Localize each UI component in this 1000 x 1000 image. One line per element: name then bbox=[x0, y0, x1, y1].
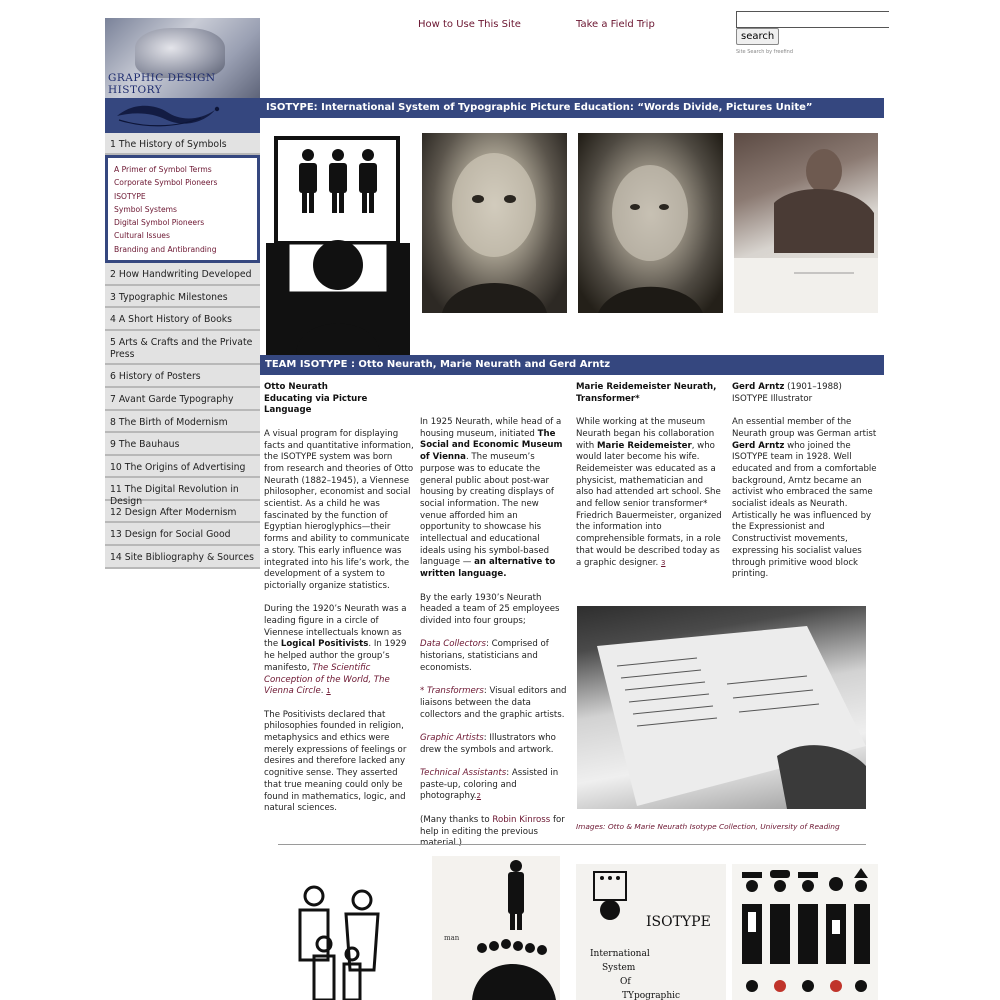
otto-neurath-portrait bbox=[422, 133, 567, 313]
sidebar-submenu bbox=[105, 155, 260, 263]
marie-paragraph: While working at the museum Neurath began his collaboration with Marie Reidemeister, who would later become his wife. Reidemeister was educated as a physicist, mathematician and also had attended art school. She and fellow senior transformer* Friedrich Bauermeister, organized the information into comprehensible formats, in a role that would be described today as a graphic designer. 3 bbox=[576, 417, 722, 568]
sidebar-item-avant-garde[interactable]: 7 Avant Garde Typography bbox=[105, 388, 260, 411]
otto-name: Otto Neurath bbox=[264, 382, 328, 392]
sidebar bbox=[105, 133, 260, 569]
sidebar-subitem-branding[interactable]: Branding and Antibranding bbox=[114, 244, 217, 254]
isotype-cover-title: ISOTYPE bbox=[646, 914, 711, 930]
sidebar-item-handwriting[interactable]: 2 How Handwriting Developed bbox=[105, 263, 260, 286]
sidebar-subitem-corporate[interactable]: Corporate Symbol Pioneers bbox=[114, 178, 218, 188]
isotype-symbol-image bbox=[266, 133, 410, 355]
sidebar-subitem-isotype[interactable]: ISOTYPE bbox=[114, 191, 146, 201]
logo-title: GRAPHIC DESIGN HISTORY bbox=[108, 72, 216, 96]
sidebar-subitem-digital[interactable]: Digital Symbol Pioneers bbox=[114, 218, 205, 228]
museum-paragraph: In 1925 Neurath, while head of a housing museum, initiated The Social and Economic Museum of Vienna. The museum’s purpose was to educate the general public about post-war housing by creating displays of social information. The new venue afforded him an opportunity to showcase his intellectual and educational ideals using his symbol-based language — an alternative to written language. bbox=[420, 417, 563, 580]
isotype-figures-image bbox=[732, 864, 878, 1000]
sidebar-item-bibliography[interactable]: 14 Site Bibliography & Sources bbox=[105, 546, 260, 569]
marie-name: Marie Reidemeister Neurath, Transformer* bbox=[576, 382, 717, 404]
cover-line-4: TYpographic bbox=[622, 991, 681, 1000]
otto-paragraph-3: The Positivists declared that philosophies founded in religion, metaphysics and ethics were merely expressions of feelings or desires and therefore lacked any cognitive sense. They asserted that true meaning could only be found in mathematics, logic, and natural sciences. bbox=[264, 709, 407, 814]
vienna-circle-link[interactable]: The Scientific Conception of the World, The Vienna Circle bbox=[264, 662, 390, 697]
arntz-name: Gerd Arntz bbox=[732, 382, 785, 392]
cover-line-1: International bbox=[590, 949, 650, 959]
man-label: man bbox=[444, 934, 460, 942]
image-caption: Images: Otto & Marie Neurath Isotype Collection, University of Reading bbox=[576, 822, 840, 831]
team-groups-intro: By the early 1930’s Neurath headed a team of 25 employees divided into four groups; bbox=[420, 592, 560, 626]
site-logo[interactable] bbox=[105, 18, 260, 98]
marie-neurath-portrait bbox=[578, 133, 723, 313]
group-graphic-artists: Graphic Artists: Illustrators who drew the symbols and artwork. bbox=[420, 732, 556, 755]
sidebar-item-history-of-symbols[interactable]: 1 The History of Symbols bbox=[105, 133, 260, 155]
arntz-dates: (1901–1988) bbox=[784, 382, 842, 392]
flourish-ornament-icon bbox=[105, 98, 260, 133]
ornament-bar bbox=[105, 98, 260, 133]
column-museum bbox=[420, 417, 567, 862]
column-arntz bbox=[732, 382, 878, 593]
sidebar-subitem-cultural[interactable]: Cultural Issues bbox=[114, 231, 170, 241]
sidebar-item-after-modernism[interactable]: 12 Design After Modernism bbox=[105, 501, 260, 523]
footnote-1-link[interactable]: 1 bbox=[326, 687, 331, 696]
sidebar-subitem-symbol-systems[interactable]: Symbol Systems bbox=[114, 204, 177, 214]
thanks-note: (Many thanks to Robin Kinross for help in editing the previous bbox=[420, 814, 565, 837]
sidebar-item-advertising[interactable]: 10 The Origins of Advertising bbox=[105, 456, 260, 478]
footnote-2-link[interactable]: 2 bbox=[476, 792, 482, 801]
sidebar-item-social-good[interactable]: 13 Design for Social Good bbox=[105, 523, 260, 546]
footnote-3-link[interactable]: 3 bbox=[661, 558, 666, 567]
cover-line-3: Of bbox=[620, 977, 631, 987]
column-otto bbox=[264, 382, 414, 827]
arntz-paragraph: An essential member of the Neurath group was German artist Gerd Arntz who joined the ISOTYPE team in 1928. Well educated and from a comfortable background, Arntz became an activist who embraced the same socialist ideals as Neurath. Artistically he was influenced by the Expressionist and Constructivist movements, expressing his socialist values through primitive wood block printing. bbox=[732, 417, 877, 580]
search-button[interactable]: search bbox=[736, 28, 779, 45]
otto-paragraph-2: During the 1920’s Neurath was a leading figure in a circle of Viennese intellectuals known as the Logical Positivists. In 1929 he helped author the group’s manifesto, The Scientific Conception of the World, The Vienna Circle. 1 bbox=[264, 604, 407, 697]
logo-hands-image bbox=[135, 28, 225, 78]
isotype-crowd-image bbox=[432, 856, 560, 1000]
robin-kinross-link[interactable]: Robin Kinross bbox=[492, 814, 551, 825]
team-title: TEAM ISOTYPE : Otto Neurath, Marie Neurath and Gerd Arntz bbox=[260, 355, 884, 375]
sidebar-item-posters[interactable]: 6 History of Posters bbox=[105, 365, 260, 388]
group-technical-assistants: Technical Assistants: Assisted in paste-up, coloring and photography.2 bbox=[420, 768, 559, 802]
sidebar-item-books[interactable]: 4 A Short History of Books bbox=[105, 308, 260, 331]
page-title: ISOTYPE: International System of Typographic Picture Education: “Words Divide, Pictures Unite” bbox=[260, 98, 884, 118]
sidebar-subitem-primer[interactable]: A Primer of Symbol Terms bbox=[114, 165, 212, 174]
cover-line-2: System bbox=[602, 963, 636, 973]
sidebar-item-bauhaus[interactable]: 9 The Bauhaus bbox=[105, 433, 260, 456]
group-data-collectors: Data Collectors: Comprised of historians, statisticians and economists. bbox=[420, 639, 549, 673]
otto-subtitle: Educating via Picture Language bbox=[264, 393, 368, 416]
group-transformers: * Transformers: Visual editors and liaisons between the data collectors and the graphic artists. bbox=[420, 686, 567, 720]
sidebar-item-typographic-milestones[interactable]: 3 Typographic Milestones bbox=[105, 286, 260, 308]
sidebar-item-digital-revolution[interactable]: 11 The Digital Revolution in Design bbox=[105, 478, 260, 501]
otto-paragraph-1: A visual program for displaying facts and quantitative information, the ISOTYPE system was born from research and theories of Otto Neurath (1882–1945), a Viennese philosopher, economist and social scientist. As a child he was fascinated by the function of Egyptian hieroglyphics—their forms and ability to communicate a story. This early influence was integrated into his life’s work, the development of a system to pictorially organize statistics. bbox=[264, 428, 414, 591]
nav-how-to-use[interactable]: How to Use This Site bbox=[418, 19, 521, 30]
arntz-role: ISOTYPE Illustrator bbox=[732, 393, 813, 404]
sidebar-item-arts-crafts[interactable]: 5 Arts & Crafts and the Private Press bbox=[105, 331, 260, 365]
search-input[interactable] bbox=[736, 11, 889, 28]
nav-field-trip[interactable]: Take a Field Trip bbox=[576, 19, 655, 30]
section-divider bbox=[278, 844, 866, 845]
isotype-family-image bbox=[282, 870, 400, 1000]
isotype-cover-image bbox=[576, 864, 726, 1000]
sidebar-item-modernism[interactable]: 8 The Birth of Modernism bbox=[105, 411, 260, 433]
column-marie bbox=[576, 382, 723, 581]
gerd-arntz-photo bbox=[734, 133, 878, 313]
site-search-note: Site Search by freefind bbox=[736, 49, 794, 55]
ledger-writing-photo bbox=[577, 606, 866, 809]
